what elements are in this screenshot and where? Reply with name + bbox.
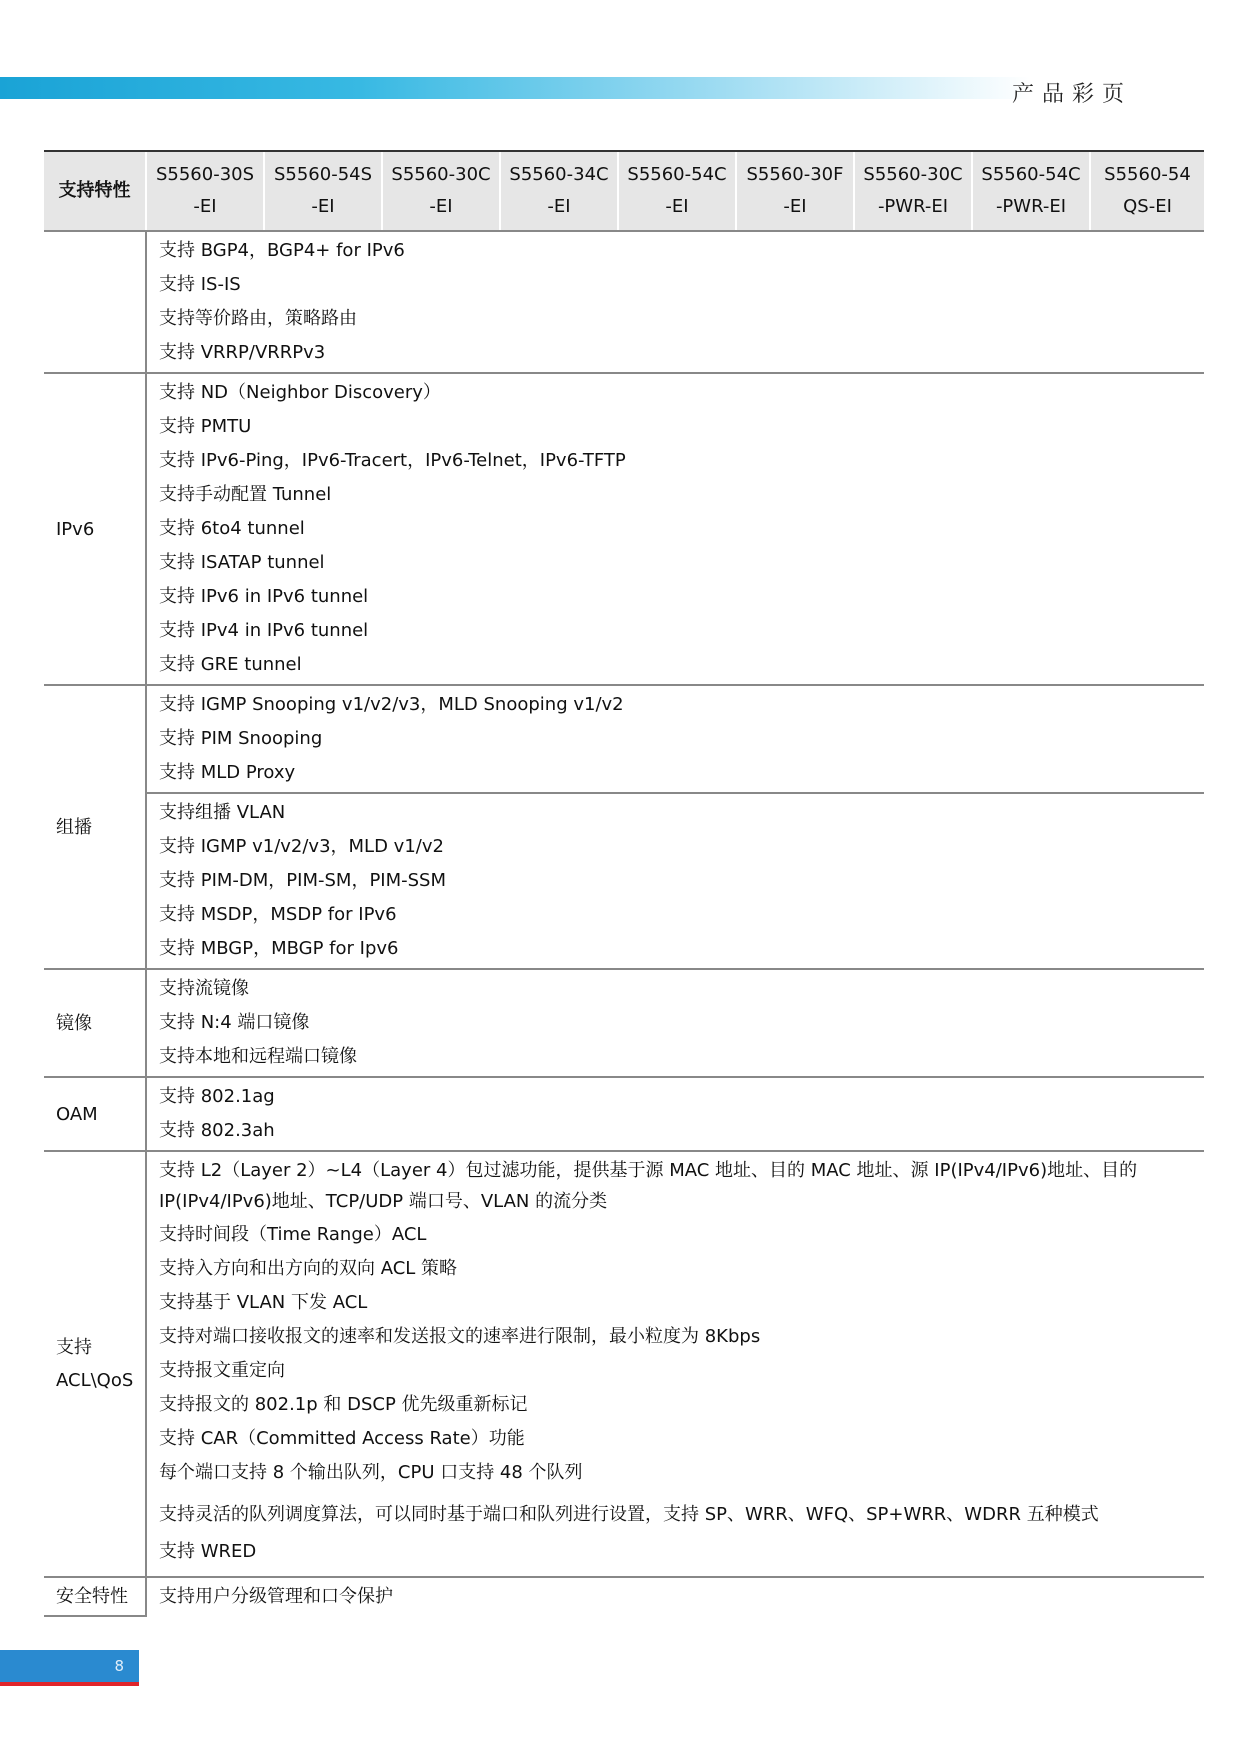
table-row	[44, 969, 1204, 1077]
feature-item: 支持 ND（Neighbor Discovery）	[159, 382, 441, 403]
model-header: S5560-30C -PWR-EI	[854, 151, 972, 231]
feature-item: 支持 IPv6-Ping，IPv6-Tracert，IPv6-Telnet，IPv6-TFTP	[159, 450, 626, 471]
feature-item: 支持组播 VLAN	[159, 802, 286, 823]
feature-item: 支持 6to4 tunnel	[159, 518, 305, 539]
feature-list	[146, 1577, 1204, 1616]
feature-item: 支持等价路由，策略路由	[159, 308, 357, 329]
feature-item: 支持 IGMP Snooping v1/v2/v3，MLD Snooping v1/v2	[159, 694, 624, 715]
feature-column-header: 支持特性	[44, 151, 146, 231]
feature-list	[146, 231, 1204, 373]
category-cell	[44, 231, 146, 373]
model-header: S5560-54C -PWR-EI	[972, 151, 1090, 231]
header-accent-bar	[0, 77, 1030, 99]
table-row	[44, 231, 1204, 373]
feature-item: 支持时间段（Time Range）ACL	[159, 1224, 427, 1245]
feature-item: 支持报文重定向	[159, 1360, 285, 1381]
feature-item: 支持 BGP4，BGP4+ for IPv6	[159, 240, 405, 261]
model-header: S5560-30F -EI	[736, 151, 854, 231]
feature-item: 支持 PIM-DM，PIM-SM，PIM-SSM	[159, 870, 447, 891]
feature-item: 支持基于 VLAN 下发 ACL	[159, 1292, 368, 1313]
table-row	[44, 1077, 1204, 1151]
feature-item: 支持 ISATAP tunnel	[159, 552, 325, 573]
model-header: S5560-54S -EI	[264, 151, 382, 231]
feature-item: 支持 PMTU	[159, 416, 252, 437]
feature-item: 支持手动配置 Tunnel	[159, 484, 332, 505]
category-cell: 镜像	[44, 969, 146, 1077]
model-header: S5560-54C -EI	[618, 151, 736, 231]
feature-item: 支持 IS-IS	[159, 274, 241, 295]
spec-table	[44, 150, 1204, 1617]
feature-item: 支持用户分级管理和口令保护	[159, 1586, 393, 1607]
category-cell: 安全特性	[44, 1577, 146, 1616]
feature-list	[146, 1151, 1204, 1577]
category-cell: 组播	[44, 685, 146, 969]
feature-item: 支持报文的 802.1p 和 DSCP 优先级重新标记	[159, 1394, 528, 1415]
feature-item: 支持 802.1ag	[159, 1086, 275, 1107]
feature-item: 支持流镜像	[159, 978, 249, 999]
section-title: 产品彩页	[1011, 82, 1132, 107]
feature-item: 支持 WRED	[159, 1541, 257, 1562]
feature-list	[146, 685, 1204, 793]
feature-item: 支持 PIM Snooping	[159, 728, 323, 749]
feature-item: 支持 VRRP/VRRPv3	[159, 342, 326, 363]
table-row	[44, 793, 1204, 969]
category-cell: 支持 ACL\QoS	[44, 1151, 146, 1577]
feature-item: 支持 MSDP，MSDP for IPv6	[159, 904, 397, 925]
category-cell: IPv6	[44, 373, 146, 685]
feature-list	[146, 793, 1204, 969]
table-row	[44, 373, 1204, 685]
model-header: S5560-30C -EI	[382, 151, 500, 231]
feature-item: 支持对端口接收报文的速率和发送报文的速率进行限制，最小粒度为 8Kbps	[159, 1326, 761, 1347]
feature-item: 支持 IPv4 in IPv6 tunnel	[159, 620, 369, 641]
feature-list	[146, 373, 1204, 685]
page-number: 8	[114, 1657, 124, 1675]
model-header: S5560-30S -EI	[146, 151, 264, 231]
feature-list	[146, 1077, 1204, 1151]
feature-item: 支持本地和远程端口镜像	[159, 1046, 357, 1067]
feature-item: 支持 IGMP v1/v2/v3，MLD v1/v2	[159, 836, 444, 857]
feature-item: 支持 MBGP，MBGP for Ipv6	[159, 938, 399, 959]
table-row	[44, 1577, 1204, 1616]
feature-item: 支持 N:4 端口镜像	[159, 1012, 310, 1033]
feature-item: 支持 MLD Proxy	[159, 762, 296, 783]
feature-item: 支持 L2（Layer 2）~L4（Layer 4）包过滤功能，提供基于源 MAC 地址、目的 MAC 地址、源 IP(IPv4/IPv6)地址、目的 IP(IPv4/IPv6)地址、TCP/UDP 端口号、VLAN 的流分类	[159, 1160, 1138, 1212]
feature-item: 支持入方向和出方向的双向 ACL 策略	[159, 1258, 458, 1279]
category-cell: OAM	[44, 1077, 146, 1151]
feature-item: 支持 GRE tunnel	[159, 654, 302, 675]
feature-item: 每个端口支持 8 个输出队列，CPU 口支持 48 个队列	[159, 1462, 583, 1483]
feature-list	[146, 969, 1204, 1077]
feature-item: 支持 CAR（Committed Access Rate）功能	[159, 1428, 525, 1449]
feature-item: 支持灵活的队列调度算法，可以同时基于端口和队列进行设置，支持 SP、WRR、WFQ、SP+WRR、WDRR 五种模式	[159, 1504, 1099, 1525]
table-header-row	[44, 151, 1204, 231]
feature-item: 支持 IPv6 in IPv6 tunnel	[159, 586, 369, 607]
model-header: S5560-34C -EI	[500, 151, 618, 231]
table-row	[44, 685, 1204, 793]
model-header: S5560-54 QS-EI	[1090, 151, 1204, 231]
table-row	[44, 1151, 1204, 1577]
feature-item: 支持 802.3ah	[159, 1120, 275, 1141]
